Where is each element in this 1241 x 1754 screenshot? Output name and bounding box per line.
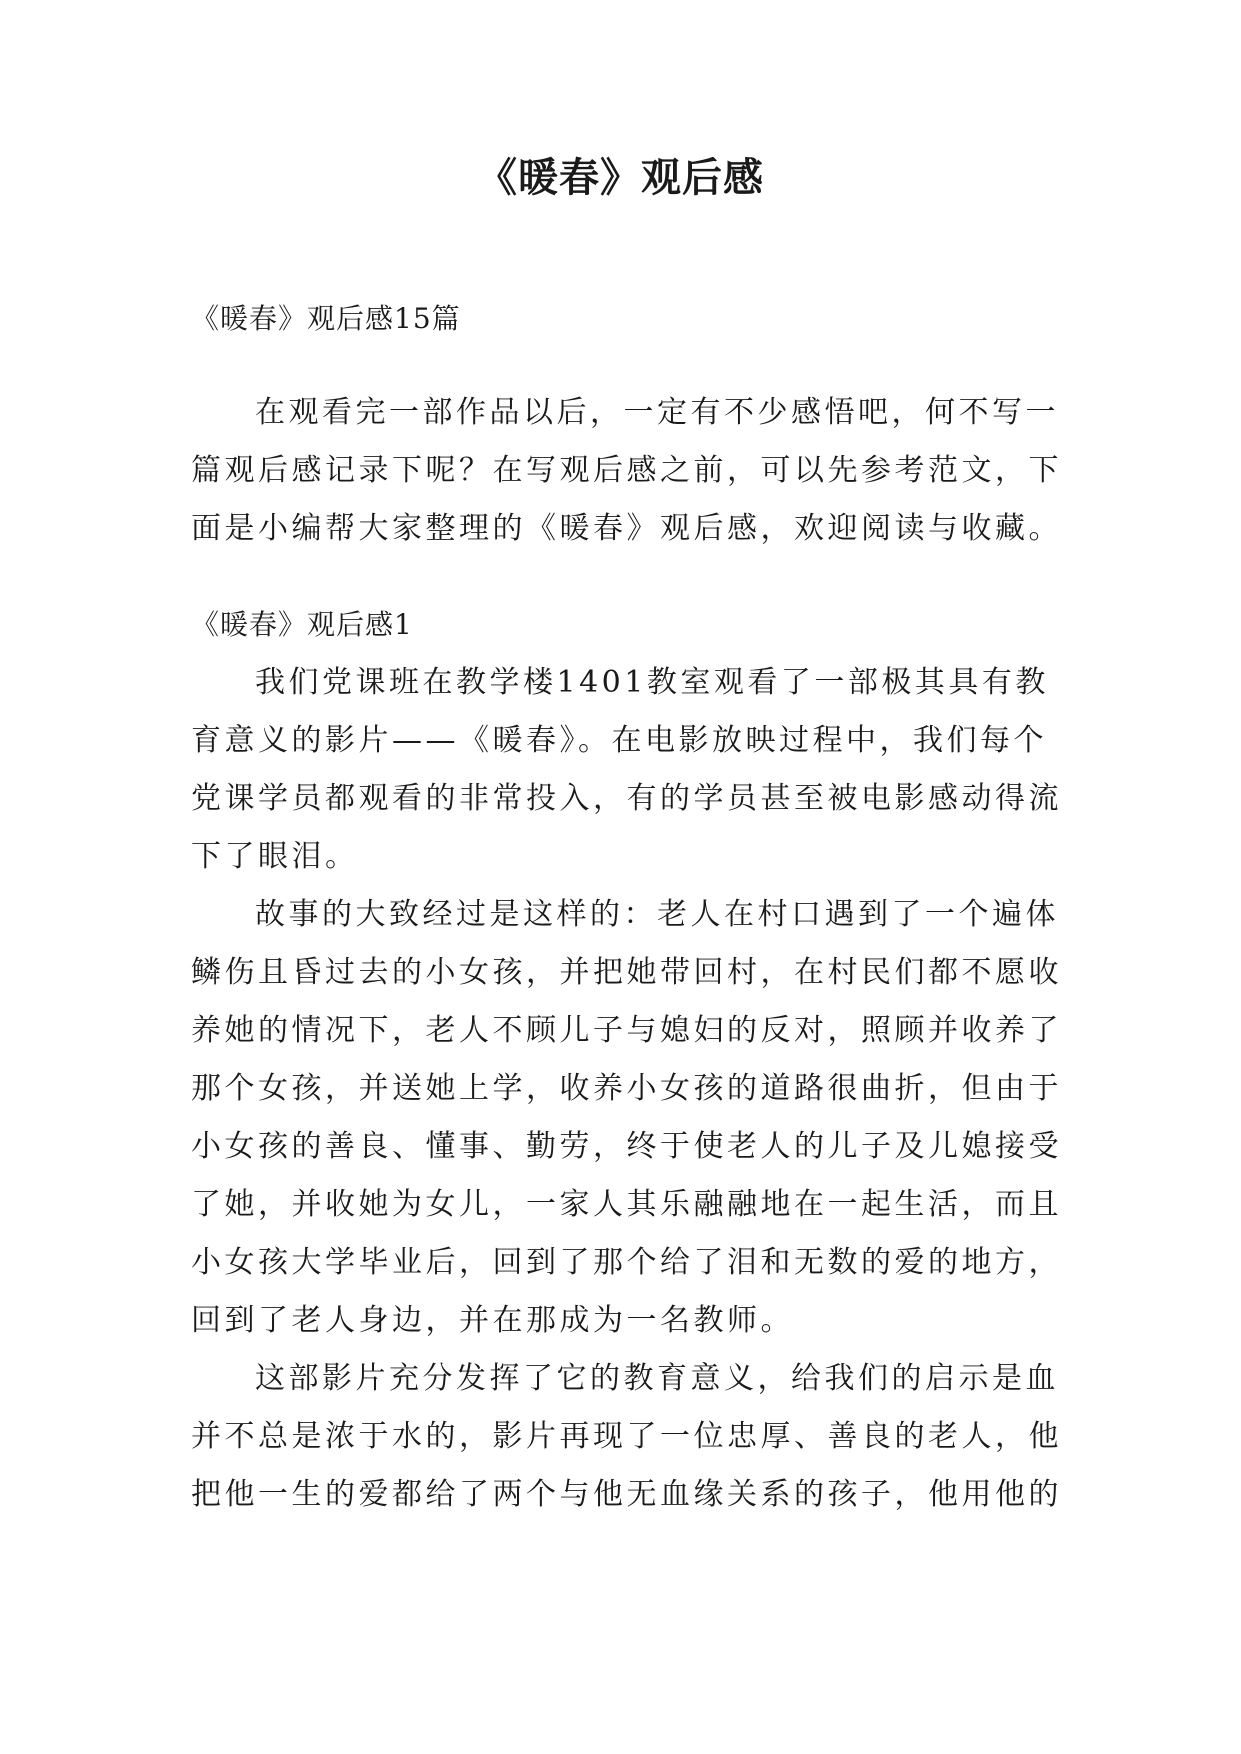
intro-line: 面是小编帮大家整理的《暖春》观后感，欢迎阅读与收藏。 (191, 511, 1062, 546)
section-1 (191, 596, 1071, 1524)
paragraph-line: 下了眼泪。 (191, 839, 359, 874)
paragraph-3 (191, 1350, 1071, 1524)
paragraph-line: 这部影片充分发挥了它的教育意义，给我们的启示是血 (255, 1361, 1059, 1396)
paragraph-line: 党课学员都观看的非常投入，有的学员甚至被电影感动得流 (191, 781, 1062, 816)
document-body (191, 290, 1071, 1524)
document-title: 《暖春》观后感 (477, 154, 764, 201)
paragraph-line: 那个女孩，并送她上学，收养小女孩的道路很曲折，但由于 (191, 1071, 1062, 1106)
paragraph-line: 小女孩大学毕业后，回到了那个给了泪和无数的爱的地方， (191, 1245, 1062, 1280)
paragraph-line: 育意义的影片——《暖春》。在电影放映过程中，我们每个 (191, 723, 1047, 758)
paragraph-line: 我们党课班在教学楼1401教室观看了一部极其具有教 (255, 665, 1049, 700)
paragraph-line: 故事的大致经过是这样的：老人在村口遇到了一个遍体 (255, 897, 1059, 932)
paragraph-line: 了她，并收她为女儿，一家人其乐融融地在一起生活，而且 (191, 1187, 1062, 1222)
paragraph-2 (191, 886, 1071, 1350)
paragraph-1 (191, 654, 1071, 886)
paragraph-line: 小女孩的善良、懂事、勤劳，终于使老人的儿子及儿媳接受 (191, 1129, 1062, 1164)
paragraph-line: 把他一生的爱都给了两个与他无血缘关系的孩子，他用他的 (191, 1477, 1062, 1512)
intro-line: 篇观后感记录下呢？在写观后感之前，可以先参考范文，下 (191, 453, 1062, 488)
document-subtitle: 《暖春》观后感15篇 (191, 302, 461, 335)
section-heading: 《暖春》观后感1 (191, 608, 413, 641)
paragraph-line: 鳞伤且昏过去的小女孩，并把她带回村，在村民们都不愿收 (191, 955, 1062, 990)
intro-line: 在观看完一部作品以后，一定有不少感悟吧，何不写一 (255, 395, 1059, 430)
paragraph-line: 回到了老人身边，并在那成为一名教师。 (191, 1303, 794, 1338)
intro-paragraph (191, 384, 1071, 558)
paragraph-line: 养她的情况下，老人不顾儿子与媳妇的反对，照顾并收养了 (191, 1013, 1062, 1048)
paragraph-line: 并不总是浓于水的，影片再现了一位忠厚、善良的老人，他 (191, 1419, 1062, 1454)
